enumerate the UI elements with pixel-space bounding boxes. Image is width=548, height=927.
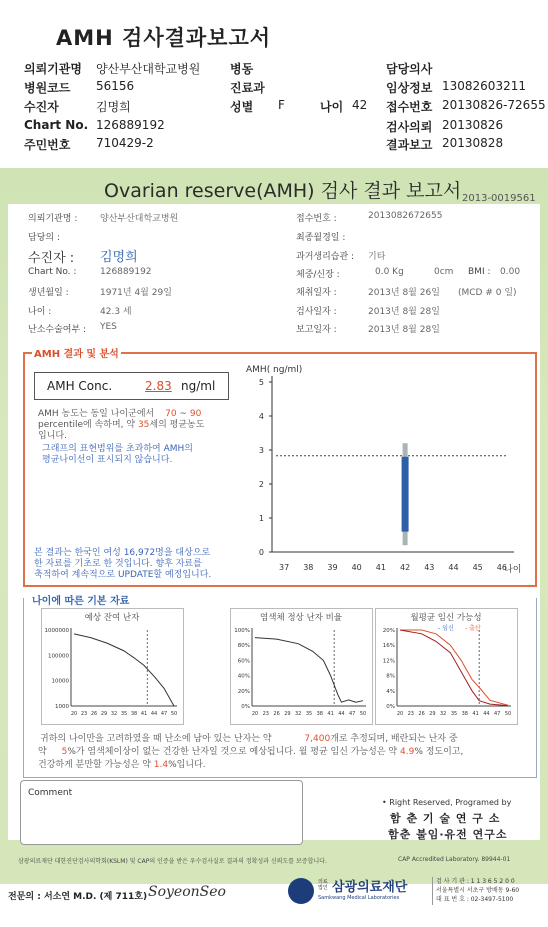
inst-no: 검 사 기 관 : 1 1 3 6 5 2 0 0 [436,878,515,885]
amh-x-tick-label: 45 [472,563,483,572]
institute-name-2: 함춘 불임·유전 연구소 [388,828,508,841]
range-note-b: 평균나이선이 표시되지 않습니다. [42,455,173,465]
mini-x-tick-label: 41 [472,711,479,717]
report-date-value: 20130828 [442,136,504,150]
clinical-value: 13082603211 [442,79,526,93]
mini-x-tick-label: 38 [461,711,468,717]
source-note-b: 한 자료를 기초로 한 것입니다. 향후 자료를 [34,559,202,569]
amh-conc-label: AMH Conc. [47,379,113,393]
summary-birth: 1.4 [153,760,169,770]
mini-y-tick-label: 20% [237,688,250,695]
f-mcd-value: (MCD # 0 일) [458,288,517,298]
basic-data-title: 나이에 따른 기본 자료 [30,592,131,607]
range-note [42,444,242,466]
amh-y-axis-label: AMH( ng/ml) [246,365,303,375]
form-doc-id: 2013-0019561 [462,193,536,204]
mini-series-line-0 [255,638,363,703]
mini-y-tick-label: 0% [386,704,395,710]
f-age-label: 나이 : [28,307,52,317]
mini-series-line-0 [400,630,508,705]
avg-age: 35 [137,420,150,430]
mini-x-tick-label: 20 [70,711,78,717]
mini-y-tick-label: 0% [241,704,250,710]
amh-x-tick-label: 41 [375,563,386,572]
f-patient-value: 김명희 [100,250,138,265]
summary-1a: 귀하의 나이만을 고려하였을 때 난소에 남아 있는 난자는 약 [40,734,272,744]
patient-value: 김명희 [96,100,131,114]
pct-low: 70 [165,409,177,419]
rrn-label: 주민번호 [24,138,71,152]
mini-y-tick-label: 8% [386,673,395,680]
summary-2b: %가 염색체이상이 없는 건강한 난자일 것으로 예상됩니다. 월 평균 임신 가능성은 약 [67,747,398,757]
pct-sep: ~ [179,409,187,419]
f-chart-value: 126889192 [100,267,152,277]
mini-y-tick-label: 20% [382,628,395,634]
receipt-label: 접수번호 [386,100,433,114]
f-age-value: 42.3 세 [100,307,132,317]
request-value: 20130826 [442,118,504,132]
doctor-label: 담당의사 [386,62,433,76]
f-weight-value: 0.0 Kg [375,267,404,277]
f-body-label: 체중/신장 : [296,270,340,280]
foundation-english: Samkwang Medical Laboratories [318,895,400,901]
amh-x-tick-label: 38 [303,563,314,572]
summary-preg: 4.9 [399,747,415,757]
footer-divider [432,877,433,905]
dept-label: 진료과 [230,81,265,95]
hospital-code-value: 56156 [96,79,135,93]
f-report-value: 2013년 8월 28일 [368,325,440,335]
mini-x-tick-label: 50 [170,711,178,717]
rights-text: • Right Reserved, Programed by [382,798,512,807]
mini-x-tick-label: 50 [504,711,512,717]
mini-series-line-0 [74,634,174,706]
amh-range-chart [242,360,532,582]
receipt-value: 20130826-72655 [442,98,546,112]
amh-conc-unit: ng/ml [181,379,216,393]
institution-value: 양산부산대학교병원 [96,62,201,76]
summary-eggs: 7,400 [304,734,331,744]
signature: SoyeonSeo [148,884,226,900]
ward-label: 병동 [230,62,254,76]
mini-x-tick-label: 44 [338,711,345,717]
mini-x-tick-label: 23 [80,711,88,717]
mini-y-tick-label: 1000 [55,704,69,710]
mini-title: 월평균 임신 가능성 [410,613,482,623]
chart-label: Chart No. [24,118,89,132]
mini-x-tick-label: 38 [316,711,323,717]
source-note-c: 축적하여 계속적으로 UPDATE할 예정입니다. [34,570,212,580]
f-receipt-label: 접수번호 : [296,214,337,224]
summary-3b: %입니다. [168,760,206,770]
legend-birth: - 출산 [465,625,481,632]
f-ovary-value: YES [100,322,117,332]
legend-pregnancy: - 임신 [438,625,454,632]
f-collect-label: 채취일자 : [296,288,337,298]
chart-value: 126889192 [96,118,165,132]
mini-x-tick-label: 29 [284,711,291,717]
amh-x-axis-label: 나이 [504,565,522,575]
amh-y-tick-label: 2 [258,480,264,489]
amh-x-tick-label: 37 [279,563,290,572]
amh-x-tick-label: 42 [400,563,411,572]
report-date-label: 결과보고 [386,138,433,152]
f-bmi-value: 0.00 [500,267,521,277]
interp-text-a: AMH 농도는 동일 나이군에서 [38,409,155,419]
mini-x-tick-label: 23 [407,711,414,717]
basic-summary [38,733,528,772]
f-history-value: 기타 [368,252,386,262]
foundation-contact [436,877,519,904]
rrn-value: 710429-2 [96,136,154,150]
data-source-note [34,548,244,581]
mini-x-tick-label: 35 [450,711,458,717]
mini-y-tick-label: 1000000 [44,628,69,634]
f-height-value: 0cm [434,267,454,277]
f-last-period-label: 최종월경일 : [296,233,346,243]
amh-inner-range-bar [402,457,409,532]
f-bmi-label: BMI : [468,267,491,277]
mini-x-tick-label: 20 [251,711,259,717]
mini-x-tick-label: 32 [110,711,118,717]
mini-y-tick-label: 100000 [48,653,69,660]
f-institution-label: 의뢰기관명 : [28,214,78,224]
interp-text-c: 세의 평균농도 [149,420,205,430]
mini-x-tick-label: 47 [494,711,501,717]
mini-y-tick-label: 16% [382,643,395,650]
mini-x-tick-label: 23 [262,711,269,717]
amh-conc-box [34,372,229,400]
mini-x-tick-label: 29 [100,711,108,717]
amh-y-tick-label: 5 [258,378,264,387]
request-label: 검사의뢰 [386,120,433,134]
hospital-code-label: 병원코드 [24,81,71,95]
f-ovary-label: 난소수술여부 : [28,325,87,335]
mini-x-tick-label: 26 [273,711,280,717]
mini-y-tick-label: 100% [234,628,250,634]
source-note-a: 본 결과는 한국인 여성 16,972명을 대상으로 [34,548,211,558]
f-dob-label: 생년월일 : [28,288,69,298]
f-patient-label: 수진자 : [28,251,75,266]
f-collect-value: 2013년 8월 26일 [368,288,440,298]
f-dob-value: 1971년 4월 29일 [100,288,172,298]
patient-label: 수진자 [24,100,59,114]
foundation-tag: 의료법인 [318,879,328,891]
certification-note: 삼광의료재단 대한진단검사의학회(KSLM) 및 CAP의 인증을 받은 우수검사실로 결과의 정확성과 신뢰도를 보증합니다. [18,858,327,865]
f-test-label: 검사일자 : [296,307,337,317]
range-note-a: 그래프의 표현범위를 초과하여 AMH의 [42,444,193,454]
mini-x-tick-label: 44 [483,711,490,717]
mini-series-line-1 [400,630,508,706]
foundation-logo-icon [288,878,314,904]
cap-note: CAP Accredited Laboratory. 89944-01 [398,856,511,863]
f-doctor-label: 담당의 : [28,233,60,243]
summary-1b: 개로 추정되며, 배란되는 난자 중 [330,734,458,744]
mini-x-tick-label: 47 [160,711,168,717]
summary-normal: 5 [61,747,68,757]
f-report-label: 보고일자 : [296,325,337,335]
mini-y-tick-label: 40% [237,673,250,680]
age-label: 나이 [320,100,344,114]
mini-x-tick-label: 47 [349,711,356,717]
interp-text-b: percentile에 속하며, 약 [38,420,136,430]
pregnancy-plot [375,608,518,725]
foundation-name: 삼광의료재단 [332,880,408,895]
mini-x-tick-label: 26 [90,711,98,717]
mini-x-tick-label: 50 [359,711,367,717]
mini-x-tick-label: 26 [418,711,425,717]
mini-y-tick-label: 60% [237,658,250,665]
amh-y-tick-label: 3 [258,446,264,455]
institute-name-1: 함 춘 기 술 연 구 소 [390,812,501,825]
amh-x-tick-label: 43 [424,563,435,572]
mini-x-tick-label: 41 [327,711,334,717]
mini-x-tick-label: 41 [140,711,148,717]
mini-x-tick-label: 44 [150,711,158,717]
amh-y-tick-label: 1 [258,514,264,523]
f-test-value: 2013년 8월 28일 [368,307,440,317]
age-value: 42 [352,98,368,112]
report-header [0,0,548,168]
mini-title: 예상 잔여 난자 [84,613,140,623]
summary-2a: 약 [38,747,47,757]
mini-y-tick-label: 80% [237,643,250,650]
mini-x-tick-label: 35 [305,711,313,717]
mini-x-tick-label: 38 [130,711,138,717]
amh-y-tick-label: 4 [258,412,264,421]
f-history-label: 과거생리습관 : [296,252,355,262]
address: 서울특별시 서초구 방배동 9-60 [436,887,520,894]
f-institution-value: 양산부산대학교병원 [100,214,179,224]
f-chart-label: Chart No. : [28,267,77,277]
remaining-eggs-plot [41,608,184,725]
summary-3a: 건강하게 분만할 가능성은 약 [38,760,151,770]
mini-y-tick-label: 10000 [51,678,69,685]
mini-x-tick-label: 35 [120,711,128,717]
mini-x-tick-label: 32 [440,711,447,717]
amh-x-tick-label: 39 [327,563,338,572]
amh-x-tick-label: 44 [448,563,459,572]
institution-label: 의뢰기관명 [24,62,82,76]
amh-y-tick-label: 0 [258,548,264,557]
pct-high: 90 [189,409,202,419]
mini-title: 염색체 정상 난자 비율 [259,613,343,623]
mini-x-tick-label: 32 [295,711,302,717]
form-title: Ovarian reserve(AMH) 검사 결과 보고서 [104,180,462,202]
mini-y-tick-label: 4% [386,688,395,695]
mini-y-tick-label: 12% [382,658,395,665]
sex-label: 성별 [230,100,254,114]
analysis-title: AMH 결과 및 분석 [32,345,121,360]
mini-x-tick-label: 29 [429,711,436,717]
report-title: AMH 검사결과보고서 [56,26,272,50]
amh-conc-value: 2.83 [145,379,172,393]
specialist-name: 전문의 : 서소연 M.D. (제 711호) [8,892,148,902]
phone: 대 표 번 호 : 02-3497-5100 [436,896,514,903]
mini-x-tick-label: 20 [396,711,404,717]
f-receipt-value: 2013082672655 [368,211,443,221]
comment-label: Comment [28,788,73,798]
amh-x-tick-label: 46 [496,563,507,572]
sex-value: F [278,98,285,112]
clinical-label: 임상정보 [386,81,433,95]
amh-interpretation [38,409,238,442]
interp-text-d: 입니다. [38,431,67,441]
summary-2c: % 정도이고, [414,747,464,757]
amh-x-tick-label: 40 [351,563,362,572]
normal-ratio-plot [230,608,373,725]
